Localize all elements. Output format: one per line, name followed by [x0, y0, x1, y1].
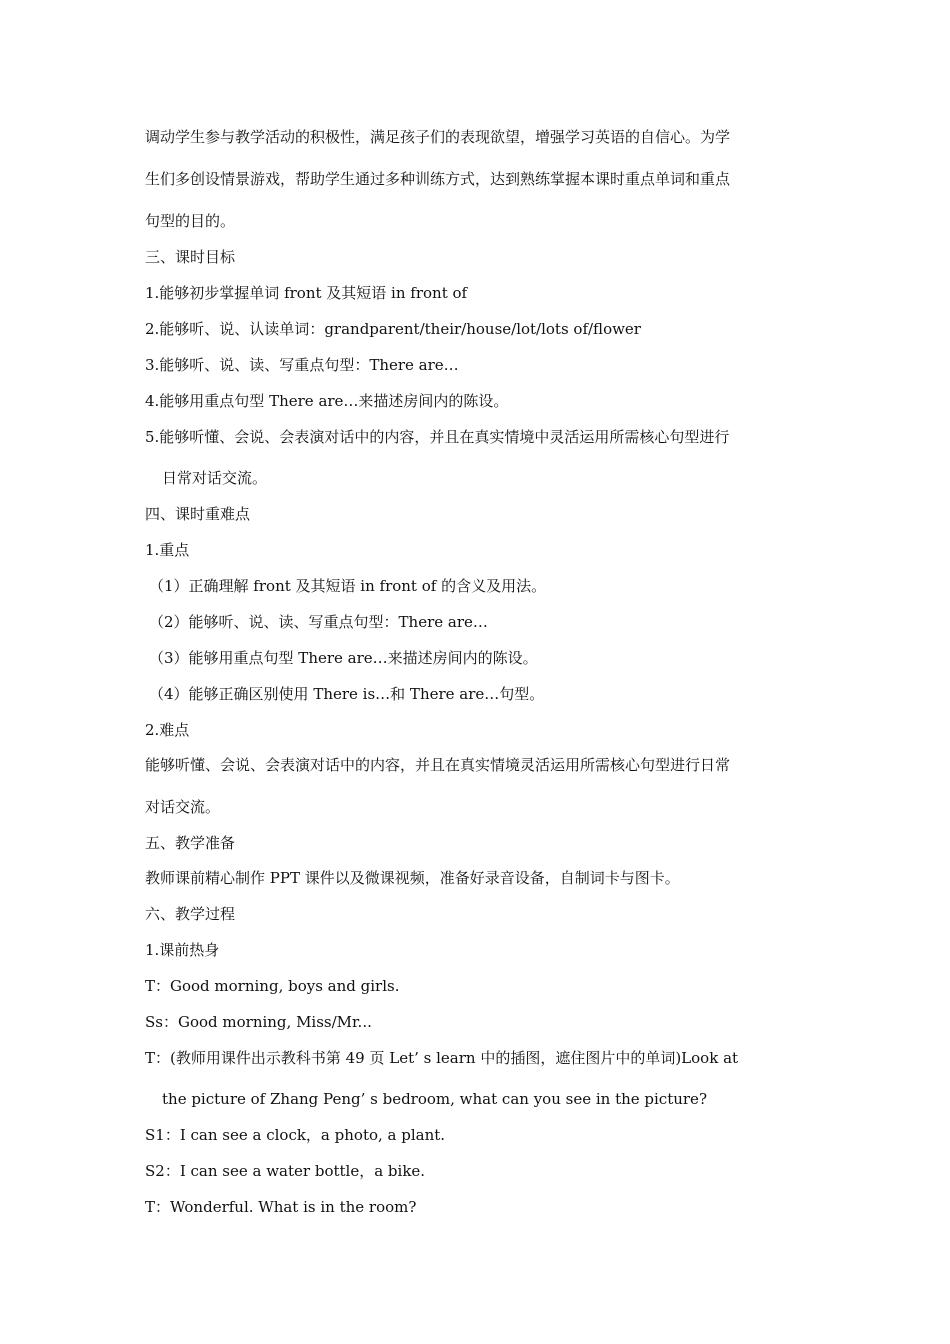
dialogue-line-continuation: the picture of Zhang Peng’ s bedroom, what can you see in the picture?	[162, 1090, 707, 1108]
list-item: （2）能够听、说、读、写重点句型：There are…	[149, 613, 488, 631]
list-item: 2.能够听、说、认读单词：grandparent/their/house/lot/lots of/flower	[145, 320, 641, 338]
section-heading: 三、课时目标	[145, 248, 236, 266]
list-item: （1）正确理解 front 及其短语 in front of 的含义及用法。	[149, 577, 547, 595]
section-heading: 五、教学准备	[145, 834, 236, 852]
intro-line: 调动学生参与教学活动的积极性，满足孩子们的表现欲望，增强学习英语的自信心。为学	[145, 128, 731, 146]
paragraph-line: 能够听懂、会说、会表演对话中的内容，并且在真实情境灵活运用所需核心句型进行日常	[145, 756, 731, 774]
list-item: 4.能够用重点句型 There are…来描述房间内的陈设。	[145, 392, 509, 410]
dialogue-line: T：(教师用课件出示教科书第 49 页 Let’ s learn 中的插图，遮住图片中的单词)Look at	[145, 1049, 739, 1067]
list-item: （4）能够正确区别使用 There is…和 There are…句型。	[149, 685, 545, 703]
subsection-title: 1.重点	[145, 541, 190, 559]
subsection-title: 1.课前热身	[145, 941, 220, 959]
paragraph-line: 教师课前精心制作 PPT 课件以及微课视频，准备好录音设备，自制词卡与图卡。	[145, 869, 680, 887]
dialogue-line: S2：I can see a water bottle，a bike.	[145, 1162, 426, 1180]
subsection-title: 2.难点	[145, 721, 190, 739]
list-item: 1.能够初步掌握单词 front 及其短语 in front of	[145, 284, 468, 302]
intro-line: 句型的目的。	[145, 212, 236, 230]
dialogue-line: Ss：Good morning, Miss/Mr...	[145, 1013, 372, 1031]
paragraph-line: 对话交流。	[145, 798, 221, 816]
list-item-continuation: 日常对话交流。	[162, 469, 268, 487]
list-item: 5.能够听懂、会说、会表演对话中的内容，并且在真实情境中灵活运用所需核心句型进行	[145, 428, 730, 446]
dialogue-line: T：Good morning, boys and girls.	[145, 977, 400, 995]
section-heading: 四、课时重难点	[145, 505, 251, 523]
dialogue-line: T：Wonderful. What is in the room?	[145, 1198, 417, 1216]
dialogue-line: S1：I can see a clock，a photo, a plant.	[145, 1126, 446, 1144]
intro-line: 生们多创设情景游戏，帮助学生通过多种训练方式，达到熟练掌握本课时重点单词和重点	[145, 170, 731, 188]
section-heading: 六、教学过程	[145, 905, 236, 923]
list-item: （3）能够用重点句型 There are…来描述房间内的陈设。	[149, 649, 538, 667]
list-item: 3.能够听、说、读、写重点句型：There are…	[145, 356, 459, 374]
